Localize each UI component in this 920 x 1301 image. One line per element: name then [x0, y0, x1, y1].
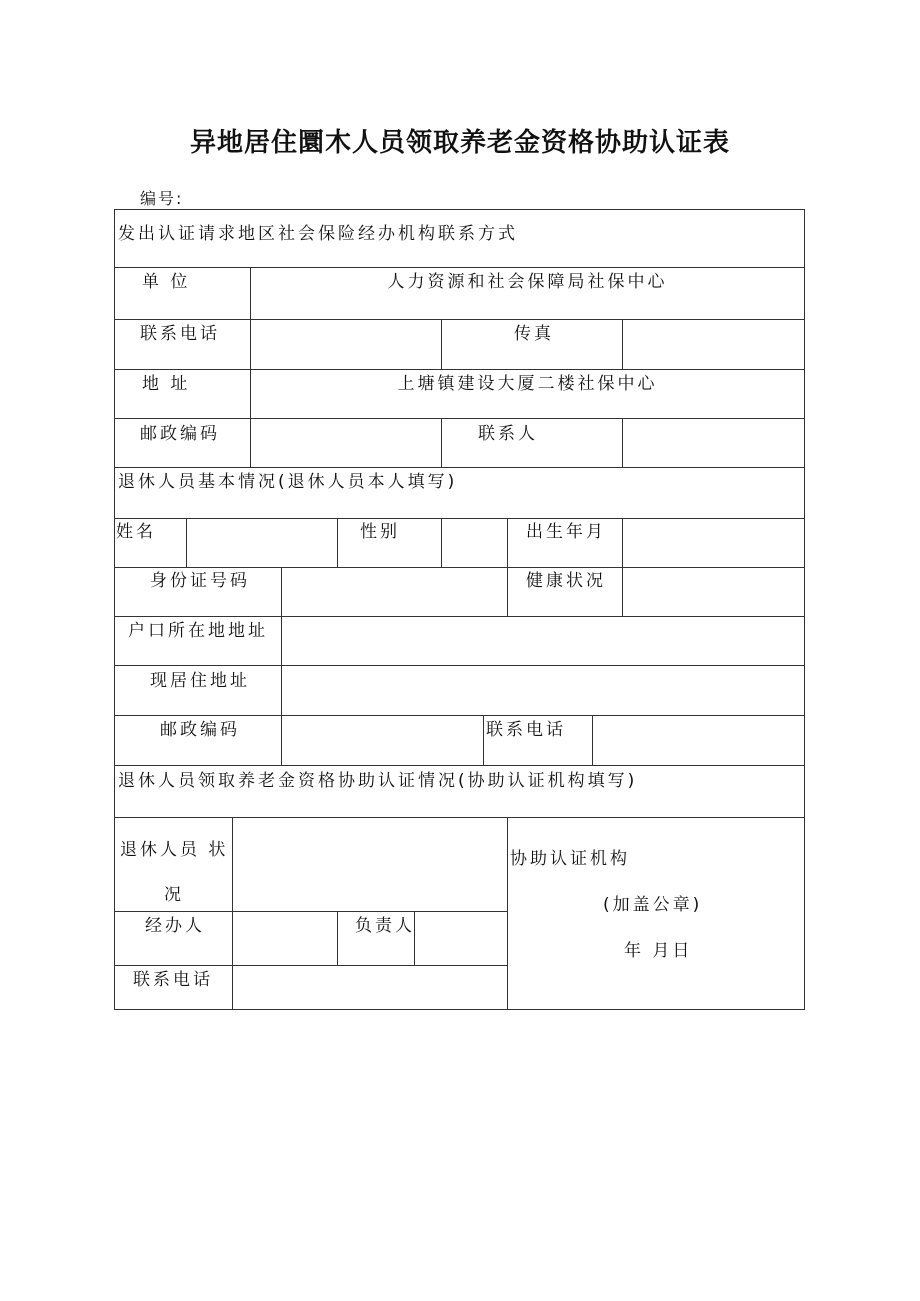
status-label: 退休人员 状: [120, 840, 229, 860]
household-address-label: 户口所在地地址: [128, 621, 268, 641]
birth-field[interactable]: [623, 519, 804, 567]
gender-field[interactable]: [442, 519, 507, 567]
agency-postcode-field[interactable]: [251, 419, 441, 467]
address-value: 上塘镇建设大厦二楼社保中心: [397, 374, 658, 394]
unit-value: 人力资源和社会保障局社保中心: [387, 272, 668, 292]
manager-field[interactable]: [415, 912, 507, 965]
assisting-agency-label: 协助认证机构: [510, 849, 630, 869]
page-title: 异地居住圜木人员领取养老金资格协助认证表: [189, 128, 730, 158]
unit-label: 单 位: [142, 272, 191, 292]
handler-field[interactable]: [233, 912, 337, 965]
manager-label: 负责人: [355, 916, 415, 936]
serial-number-label: 编号:: [140, 189, 184, 208]
fax-field[interactable]: [623, 320, 804, 369]
id-number-field[interactable]: [282, 568, 507, 616]
agency-phone-field[interactable]: [251, 320, 441, 369]
agency-contact-phone-label: 联系电话: [133, 970, 213, 990]
id-number-label: 身份证号码: [150, 571, 250, 591]
health-field[interactable]: [623, 568, 804, 616]
seal-label: (加盖公章): [603, 895, 703, 915]
handler-label: 经办人: [145, 916, 205, 936]
birth-label: 出生年月: [526, 522, 606, 542]
date-label: 年 月日: [624, 941, 693, 961]
fax-label: 传真: [514, 324, 554, 344]
retiree-postcode-field[interactable]: [282, 716, 483, 765]
name-field[interactable]: [187, 519, 337, 567]
name-label: 姓名: [116, 522, 156, 542]
agency-contact-phone-field[interactable]: [233, 966, 507, 1009]
agency-postcode-label: 邮政编码: [140, 424, 220, 444]
contact-field[interactable]: [623, 419, 804, 467]
retiree-phone-field[interactable]: [593, 716, 804, 765]
contact-label: 联系人: [478, 424, 538, 444]
household-address-field[interactable]: [282, 617, 804, 665]
section1-heading: 发出认证请求地区社会保险经办机构联系方式: [118, 224, 518, 244]
retiree-phone-label: 联系电话: [486, 720, 566, 740]
section2-heading: 退休人员基本情况(退休人员本人填写): [118, 472, 458, 492]
status-field[interactable]: [233, 818, 507, 911]
address-label: 地 址: [142, 374, 191, 394]
section3-heading: 退休人员领取养老金资格协助认证情况(协助认证机构填写): [118, 771, 638, 791]
residence-address-label: 现居住地址: [150, 671, 250, 691]
status-label-cont: 况: [164, 885, 184, 905]
health-label: 健康状况: [526, 571, 606, 591]
gender-label: 性别: [360, 522, 400, 542]
residence-address-field[interactable]: [282, 666, 804, 715]
retiree-postcode-label: 邮政编码: [160, 720, 240, 740]
agency-phone-label: 联系电话: [140, 324, 220, 344]
